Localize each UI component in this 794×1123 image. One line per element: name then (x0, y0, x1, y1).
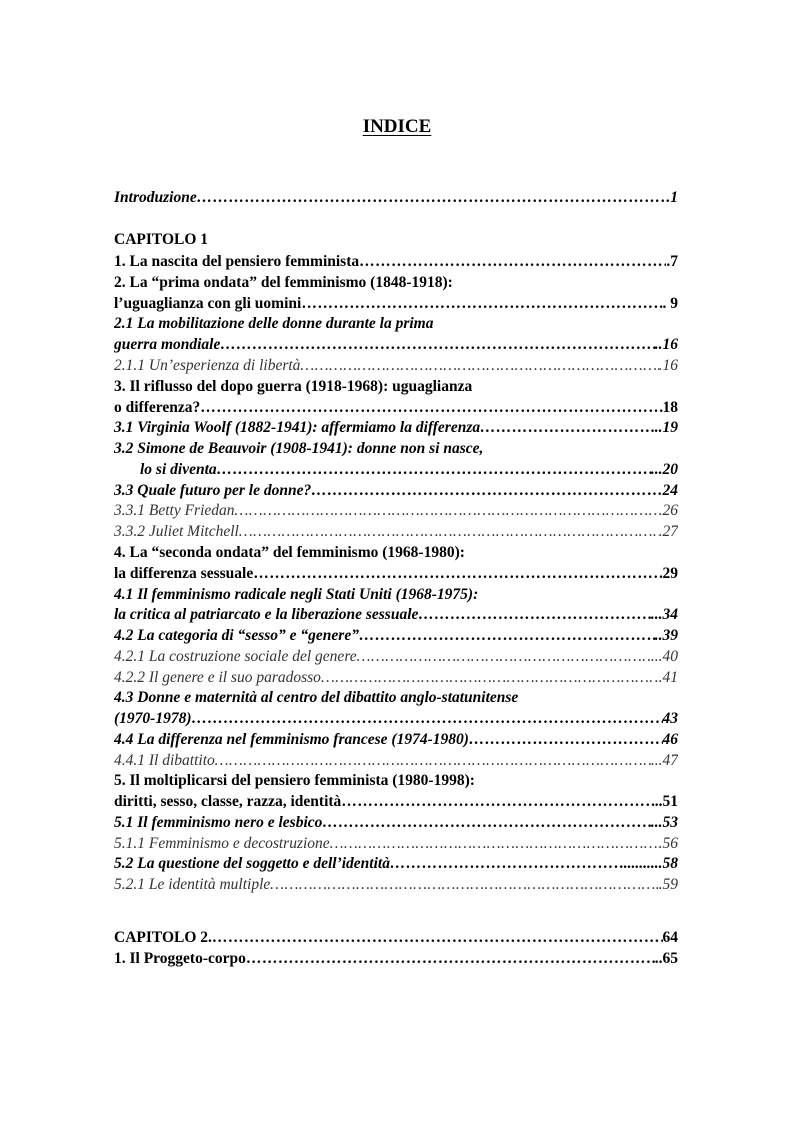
toc-entry: 1. La nascita del pensiero femminista …………………………………………………………………………………………………………………………………………………………………… .7 (114, 251, 678, 273)
toc-entry: 3.2 Simone de Beauvoir (1908-1941): donne non si nasce, (114, 440, 484, 457)
toc-entry: 3.3.1 Betty Friedan …………………………………………………………………………………………………………………………………………………………………… .26 (114, 500, 678, 522)
toc-entry: 5.1 Il femminismo nero e lesbico …………………………………………………………………………………………………………………………………………………………………… ...53 (114, 812, 678, 834)
toc-entry: 1. Il Proggeto-corpo …………………………………………………………………………………………………………………………………………………………………… ..65 (114, 948, 678, 970)
toc-entry: (1970-1978) …………………………………………………………………………………………………………………………………………………………………… 43 (114, 708, 678, 730)
toc-entry: 4.4.1 Il dibattito …………………………………………………………………………………………………………………………………………………………………… ...47 (114, 750, 678, 772)
toc-entry: 5.2 La questione del soggetto e dell’identità …………………………………………………………………………………………………………………………………………………………………… ..........58 (114, 853, 678, 875)
toc-entry: la critica al patriarcato e la liberazione sessuale …………………………………………………………………………………………………………………………………………………………………… ...34 (114, 604, 678, 626)
toc-entry: 4.2.2 Il genere e il suo paradosso …………………………………………………………………………………………………………………………………………………………………… ..41 (114, 667, 678, 689)
toc-entry: 4.2.1 La costruzione sociale del genere …………………………………………………………………………………………………………………………………………………………………… ...40 (114, 646, 678, 668)
toc-entry: lo si diventa …………………………………………………………………………………………………………………………………………………………………… ...20 (114, 459, 678, 481)
toc-entry: 2.1 La mobilitazione delle donne durante la prima (114, 315, 434, 332)
page-title: INDICE (362, 116, 432, 137)
toc-entry: 5. Il moltiplicarsi del pensiero femminista (1980-1998): (114, 772, 475, 789)
toc-entry: 4.1 Il femminismo radicale negli Stati Uniti (1968-1975): (114, 586, 479, 603)
toc-entry: 3.3.2 Juliet Mitchell …………………………………………………………………………………………………………………………………………………………………… .27 (114, 521, 678, 543)
toc-entry-introduzione: Introduzione …………………………………………………………………………………………………………………………………………………………………… .1 (114, 187, 678, 209)
toc-entry: 4.2 La categoria di “sesso” e “genere” …………………………………………………………………………………………………………………………………………………………………… ..39 (114, 625, 678, 647)
toc-entry: 4.4 La differenza nel femminismo francese (1974-1980) …………………………………………………………………………………………………………………………………………………………………… 46 (114, 729, 678, 751)
toc-entry: 3.3 Quale futuro per le donne? …………………………………………………………………………………………………………………………………………………………………… 24 (114, 480, 678, 502)
toc-entry: 5.1.1 Femminismo e decostruzione …………………………………………………………………………………………………………………………………………………………………… .56 (114, 833, 678, 855)
toc-entry: 4.3 Donne e maternità al centro del dibattito anglo-statunitense (114, 689, 519, 706)
chapter-heading: CAPITOLO 2. …………………………………………………………………………………………………………………………………………………………………… 64 (114, 927, 678, 949)
toc-entry: 5.2.1 Le identità multiple …………………………………………………………………………………………………………………………………………………………………… .59 (114, 874, 678, 896)
toc-entry: la differenza sessuale …………………………………………………………………………………………………………………………………………………………………… 29 (114, 563, 678, 585)
toc-entry: guerra mondiale …………………………………………………………………………………………………………………………………………………………………… ..16 (114, 334, 678, 356)
toc-entry: 3. Il riflusso del dopo guerra (1918-1968): uguaglianza (114, 378, 473, 395)
toc-entry: 4. La “seconda ondata” del femminismo (1968-1980): (114, 544, 465, 561)
toc-entry: 3.1 Virginia Woolf (1882-1941): affermiamo la differenza …………………………………………………………………………………………………………………………………………………………………… ..19 (114, 417, 678, 439)
toc-entry: 2.1.1 Un’esperienza di libertà …………………………………………………………………………………………………………………………………………………………………… .16 (114, 355, 678, 377)
toc-entry: 2. La “prima ondata” del femminismo (1848-1918): (114, 274, 453, 291)
toc-entry: l’uguaglianza con gli uomini …………………………………………………………………………………………………………………………………………………………………… . 9 (114, 293, 678, 315)
toc-entry: o differenza? …………………………………………………………………………………………………………………………………………………………………… 18 (114, 397, 678, 419)
toc-entry: diritti, sesso, classe, razza, identità …………………………………………………………………………………………………………………………………………………………………… ..51 (114, 791, 678, 813)
chapter-heading: CAPITOLO 1 (114, 231, 209, 248)
